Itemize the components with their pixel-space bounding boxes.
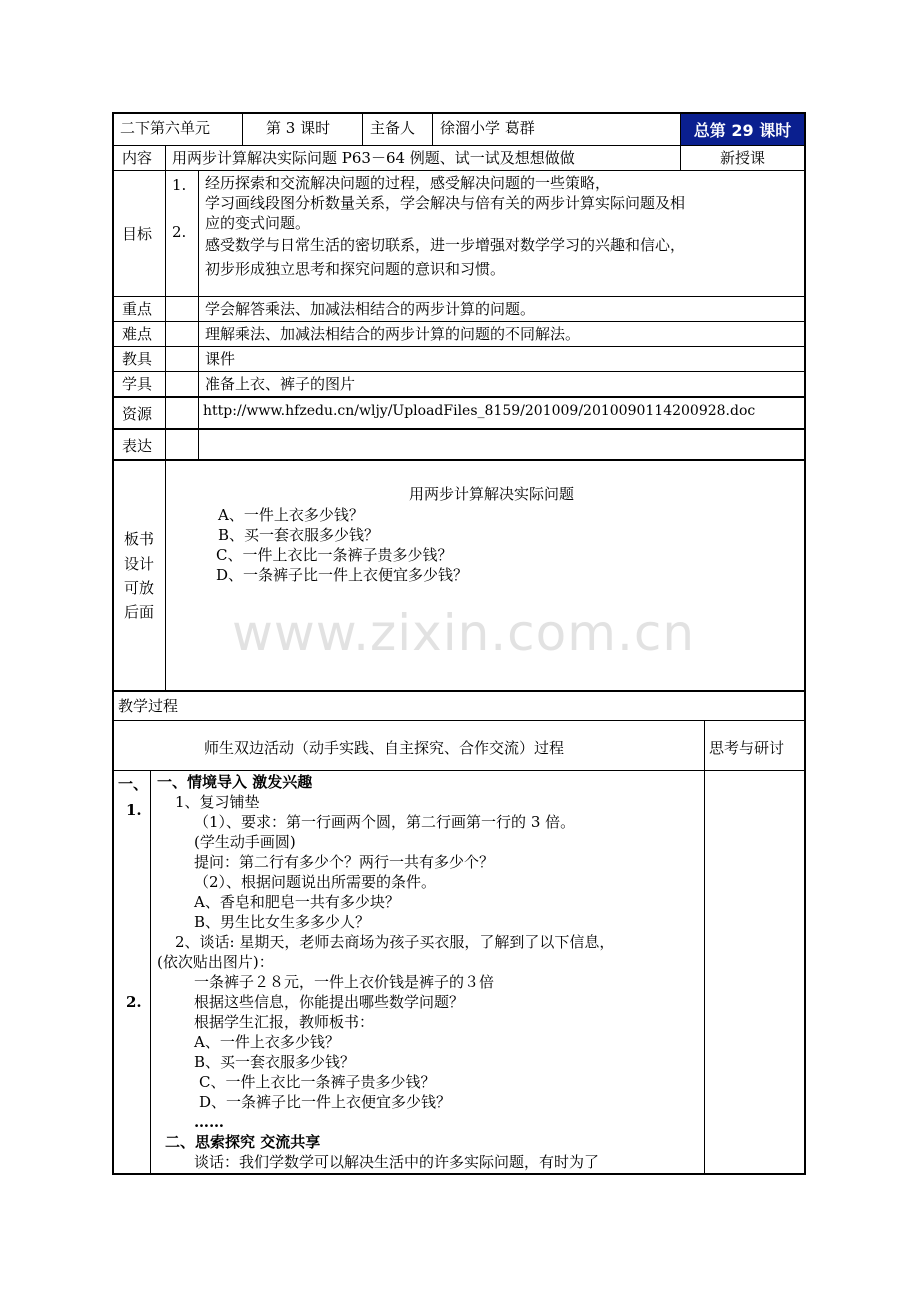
process-line: （1）、要求：第一行画两个圆，第二行画第一行的 3 倍。 bbox=[194, 813, 576, 831]
goal-line: 感受数学与日常生活的密切联系，进一步增强对数学学习的兴趣和信心， bbox=[205, 236, 686, 254]
teaching-aid-label: 教具 bbox=[122, 350, 153, 368]
row-sep bbox=[112, 296, 806, 297]
col-sep bbox=[704, 720, 705, 1175]
row-sep bbox=[112, 321, 806, 322]
content-value: 用两步计算解决实际问题 P63－64 例题、试一试及想想做做 bbox=[172, 149, 575, 167]
total-lesson-badge: 总第 29 课时 bbox=[681, 114, 804, 145]
process-heading: 二、思索探究 交流共享 bbox=[165, 1133, 321, 1151]
student-aid-label: 学具 bbox=[122, 375, 153, 393]
section-mark: 一、 bbox=[118, 775, 149, 793]
board-title: 用两步计算解决实际问题 bbox=[409, 485, 575, 503]
process-label: 教学过程 bbox=[118, 697, 179, 715]
table-right-border bbox=[804, 112, 806, 1175]
process-line: A、香皂和肥皂一共有多少块？ bbox=[194, 893, 400, 911]
goal-line: 学习画线段图分析数量关系，学会解决与倍有关的两步计算实际问题及相 bbox=[205, 194, 686, 212]
student-aid-value: 准备上衣、裤子的图片 bbox=[205, 375, 356, 393]
row-sep bbox=[112, 459, 806, 461]
goal-number: 1. bbox=[172, 176, 187, 194]
process-line: 谈话：我们学数学可以解决生活中的许多实际问题，有时为了 bbox=[194, 1153, 600, 1171]
row-sep bbox=[112, 170, 806, 171]
section-mark: 2. bbox=[126, 993, 142, 1011]
col-sep bbox=[432, 112, 433, 145]
table-bottom-border bbox=[112, 1173, 806, 1175]
row-sep bbox=[112, 770, 806, 771]
board-item: A、一件上衣多少钱？ bbox=[218, 506, 364, 524]
process-line: 一条裤子２８元，一件上衣价钱是裤子的３倍 bbox=[194, 973, 495, 991]
unit-title: 二下第六单元 bbox=[120, 119, 211, 137]
difficulty-label: 难点 bbox=[122, 325, 153, 343]
col-sep bbox=[362, 112, 363, 145]
row-sep bbox=[112, 396, 806, 398]
process-line: …… bbox=[194, 1113, 224, 1131]
board-item: B、买一套衣服多少钱？ bbox=[218, 526, 380, 544]
process-heading: 一、情境导入 激发兴趣 bbox=[157, 773, 313, 791]
key-point-value: 学会解答乘法、加减法相结合的两步计算的问题。 bbox=[205, 300, 536, 318]
process-line: B、男生比女生多多少人？ bbox=[194, 913, 371, 931]
teaching-aid-value: 课件 bbox=[205, 350, 236, 368]
row-sep bbox=[112, 720, 806, 721]
process-line: C、一件上衣比一条裤子贵多少钱？ bbox=[199, 1073, 436, 1091]
goal-line: 经历探索和交流解决问题的过程，感受解决问题的一些策略， bbox=[205, 174, 611, 192]
col-sep bbox=[242, 112, 243, 145]
resource-label: 资源 bbox=[122, 405, 153, 423]
process-column-main: 师生双边活动（动手实践、自主探究、合作交流）过程 bbox=[204, 739, 565, 757]
process-line: A、一件上衣多少钱？ bbox=[194, 1033, 340, 1051]
process-line: 提问：第二行有多少个？两行一共有多少个？ bbox=[194, 853, 495, 871]
preparer-label: 主备人 bbox=[370, 119, 416, 137]
row-sep bbox=[112, 145, 806, 146]
board-label-line: 后面 bbox=[124, 603, 155, 621]
difficulty-value: 理解乘法、加减法相结合的两步计算的问题的不同解法。 bbox=[205, 325, 581, 343]
col-sep bbox=[165, 145, 166, 690]
process-line: 根据学生汇报，教师板书： bbox=[194, 1013, 375, 1031]
row-sep bbox=[112, 690, 806, 692]
table-left-border bbox=[112, 112, 114, 1175]
goal-number: 2. bbox=[172, 223, 187, 241]
row-sep bbox=[112, 346, 806, 347]
key-point-label: 重点 bbox=[122, 300, 153, 318]
col-sep bbox=[198, 170, 199, 460]
board-label-line: 板书 bbox=[124, 530, 155, 548]
process-line: 根据这些信息，你能提出哪些数学问题？ bbox=[194, 993, 465, 1011]
goal-line: 应的变式问题。 bbox=[205, 214, 311, 232]
process-column-side: 思考与研讨 bbox=[709, 739, 785, 757]
process-line: B、买一套衣服多少钱？ bbox=[194, 1053, 356, 1071]
process-line: 2、谈话: 星期天，老师去商场为孩子买衣服，了解到了以下信息， bbox=[175, 933, 615, 951]
board-item: C、一件上衣比一条裤子贵多少钱？ bbox=[216, 546, 453, 564]
process-line: 1、复习铺垫 bbox=[175, 793, 260, 811]
section-mark: 1. bbox=[126, 801, 142, 819]
lesson-type: 新授课 bbox=[720, 149, 766, 167]
preparer-name: 徐溜小学 葛群 bbox=[440, 119, 535, 137]
row-sep bbox=[112, 371, 806, 372]
board-label-line: 设计 bbox=[124, 555, 155, 573]
row-sep bbox=[112, 428, 806, 430]
content-label: 内容 bbox=[122, 149, 153, 167]
goal-line: 初步形成独立思考和探究问题的意识和习惯。 bbox=[205, 260, 506, 278]
board-label-line: 可放 bbox=[124, 579, 155, 597]
process-line: (学生动手画圆) bbox=[194, 833, 296, 851]
process-line: D、一条裤子比一件上衣便宜多少钱？ bbox=[199, 1093, 452, 1111]
board-item: D、一条裤子比一件上衣便宜多少钱？ bbox=[216, 566, 469, 584]
watermark: www.zixin.com.cn bbox=[232, 604, 696, 662]
process-line: （2）、根据问题说出所需要的条件。 bbox=[194, 873, 437, 891]
expression-label: 表达 bbox=[122, 437, 153, 455]
goals-label: 目标 bbox=[122, 225, 153, 243]
col-sep bbox=[150, 770, 151, 1175]
resource-link[interactable]: http://www.hfzedu.cn/wljy/UploadFiles_8159/201009/2010090114200928.doc bbox=[203, 403, 756, 419]
process-line: (依次贴出图片)： bbox=[157, 953, 274, 971]
lesson-number: 第 3 课时 bbox=[266, 119, 331, 137]
